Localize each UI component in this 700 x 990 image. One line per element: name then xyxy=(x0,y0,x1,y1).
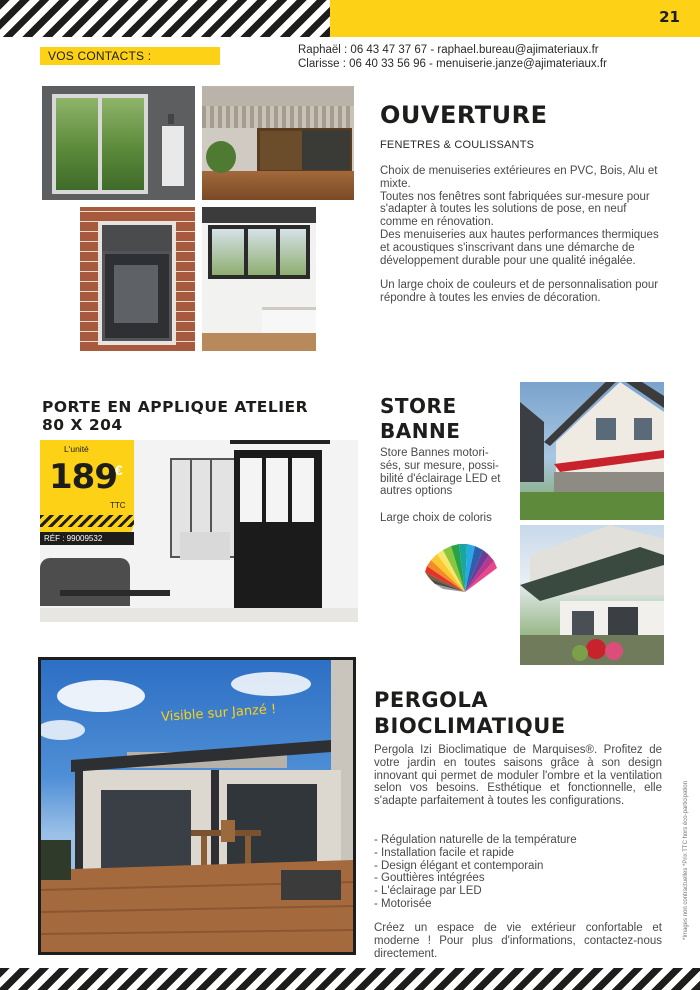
price-tag xyxy=(40,440,134,540)
ouverture-title: OUVERTURE xyxy=(380,101,548,129)
awning-modern-drawing xyxy=(520,525,664,665)
photo-house-terrace xyxy=(202,86,354,200)
store-text-line-2: sés, sur mesure, possi- xyxy=(380,459,499,472)
header-stripes xyxy=(0,0,330,37)
footer-stripes xyxy=(0,968,700,990)
porte-title-line-2: 80 X 204 xyxy=(42,416,123,434)
photo-bedroom-window xyxy=(202,207,316,351)
photo-pergola xyxy=(38,657,356,955)
pergola-outro: Créez un espace de vie extérieur confortable et moderne ! Pour plus d'informations, contactez-nous directement. xyxy=(374,922,662,960)
ouverture-paragraph-2: Toutes nos fenêtres sont fabriquées sur-mesure pour s'adapter à toutes les solutions de pose, en neuf comme en rénovation. xyxy=(380,190,650,229)
photo-brick-window xyxy=(80,207,195,351)
pergola-title-line-2: BIOCLIMATIQUE xyxy=(374,714,566,738)
store-colors-text: Large choix de coloris xyxy=(380,512,492,524)
porte-title xyxy=(42,398,308,434)
pergola-features xyxy=(374,834,662,911)
pergola-intro: Pergola Izi Bioclimatique de Marquises®. Profitez de votre jardin en toutes saisons grâce à son design innovant qui permet de moduler l'ombre et la ventilation selon vos besoins. Esthétique et fonctionnelle, elle s'adapte parfaitement à toutes les configurations. xyxy=(374,744,662,808)
pergola-feature-1: - Régulation naturelle de la température xyxy=(374,834,577,846)
pergola-drawing xyxy=(41,660,353,952)
pergola-title xyxy=(374,687,566,739)
ouverture-subtitle: FENETRES & COULISSANTS xyxy=(380,139,535,151)
header-bar xyxy=(330,0,700,37)
pergola-feature-5: - L'éclairage par LED xyxy=(374,885,482,898)
pergola-feature-4: - Gouttières intégrées xyxy=(374,872,485,885)
page-number: 21 xyxy=(659,8,680,26)
awning-house-drawing xyxy=(520,382,664,520)
pergola-feature-2: - Installation facile et rapide xyxy=(374,846,514,859)
color-swatch-fan xyxy=(420,530,500,605)
store-title-line-2: BANNE xyxy=(380,419,461,443)
price-hatch xyxy=(40,515,134,527)
photo-awning-house xyxy=(520,382,664,520)
pergola-location-badge: Visible sur Janzé ! xyxy=(160,701,277,726)
photo-window-interior xyxy=(42,86,195,200)
contacts-lines xyxy=(298,43,607,71)
price-currency: € xyxy=(115,462,123,478)
store-title xyxy=(380,394,460,444)
store-text-line-1: Store Bannes motori- xyxy=(380,447,489,459)
pergola-feature-6: - Motorisée xyxy=(374,897,432,910)
pergola-title-line-1: PERGOLA xyxy=(374,688,489,712)
price-ttc: TTC xyxy=(110,501,126,510)
contacts-label: VOS CONTACTS : xyxy=(40,47,220,65)
store-text-line-3: bilité d'éclairage LED et xyxy=(380,472,501,485)
contact-raphael[interactable]: Raphaël : 06 43 47 37 67 - raphael.bureau@ajimateriaux.fr xyxy=(298,44,599,56)
ouverture-description xyxy=(380,165,665,305)
legal-disclaimer: *Images non contractuelles *Prix TTC hors éco-participation xyxy=(683,781,689,940)
contact-clarisse[interactable]: Clarisse : 06 40 33 56 96 - menuiserie.janze@ajimateriaux.fr xyxy=(298,58,607,70)
price-unit-label: L'unité xyxy=(64,444,89,454)
photo-awning-modern xyxy=(520,525,664,665)
product-reference: RÉF : 99009532 xyxy=(40,532,134,545)
pergola-feature-3: - Design élégant et contemporain xyxy=(374,859,544,872)
store-description xyxy=(380,447,520,498)
ouverture-paragraph-1: Choix de menuiseries extérieures en PVC, Bois, Alu et mixte. xyxy=(380,165,658,190)
ouverture-paragraph-3: Des menuiseries aux hautes performances thermiques et acoustiques s'inscrivant dans une démarche de développement durable pour une qualité inégalée. xyxy=(380,228,659,267)
store-text-line-4: autres options xyxy=(380,485,453,498)
store-title-line-1: STORE xyxy=(380,394,457,418)
price-amount: 189 xyxy=(49,457,117,497)
ouverture-paragraph-4: Un large choix de couleurs et de personnalisation pour répondre à toutes les envies de décoration. xyxy=(380,279,659,305)
porte-title-line-1: PORTE EN APPLIQUE ATELIER xyxy=(42,398,309,416)
